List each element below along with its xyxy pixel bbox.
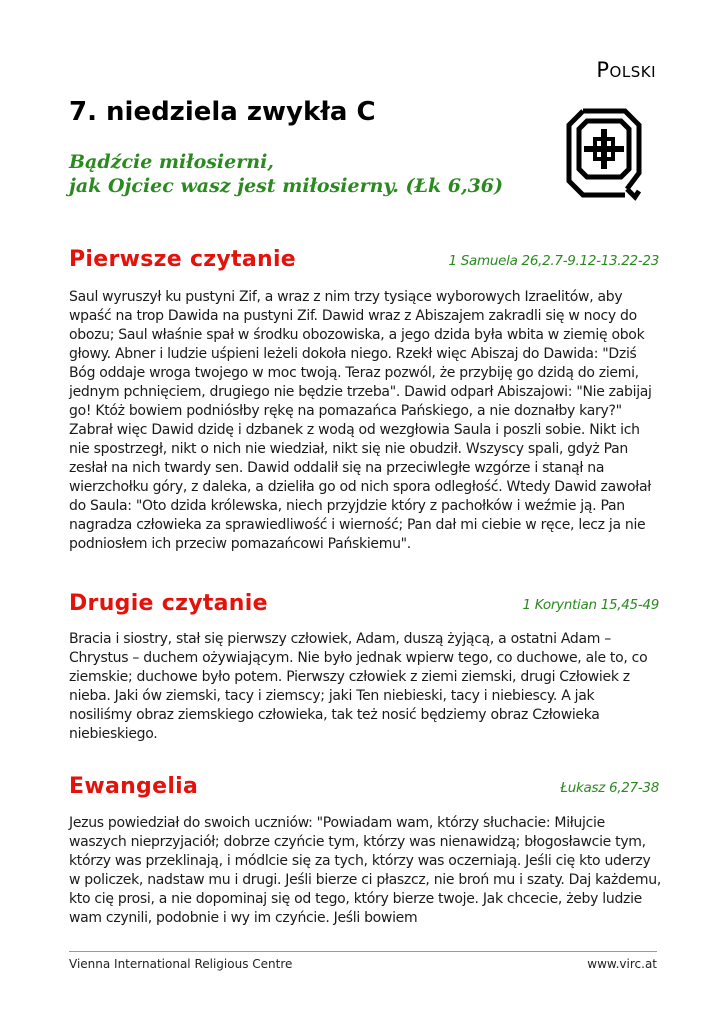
reading-2-header xyxy=(69,584,659,616)
page-title: 7. niedziela zwykła C xyxy=(69,97,376,127)
reading-1-header xyxy=(69,240,659,272)
reading-1-text: Saul wyruszył ku pustyni Zif, a wraz z nim trzy tysiące wyborowych Izraelitów, aby wpaść na trop Dawida na pustyni Zif. Dawid wraz z Abiszajem zakradli się w nocy do obozu; Saul właśnie spał w środku obozowiska, a jego dzida była wbita w ziemię obok głowy. Abner i ludzie uśpieni leżeli dokoła niego. Rzekł więc Abiszaj do Dawida: "Dziś Bóg oddaje wroga twojego w moc twoją. Teraz pozwól, że przybiję go dzidą do ziemi, jednym pchnięciem, drugiego nie będzie trzeba". Dawid odparł Abiszajowi: "Nie zabijaj go! Któż bowiem podniósłby rękę na pomazańca Pańskiego, a nie doznałby kary?" Zabrał więc Dawid dzidę i dzbanek z wodą od wezgłowia Saula i poszli sobie. Nikt ich nie spostrzegł, nikt o nich nie wiedział, nikt się nie obudził. Wszyscy spali, gdyż Pan zesłał na nich twardy sen. Dawid oddalił się na przeciwległe wzgórze i stanął na wierzchołku góry, z daleka, a dzieliła go od nich spora odległość. Wtedy Dawid zawołał do Saula: "Oto dzida królewska, niech przyjdzie który z pachołków i weźmie ją. Pan nagradza człowieka za sprawiedliwość i wierność; Pan dał mi ciebie w ręce, lecz ja nie podniosłem ich przeciw pomazańcowi Pańskiemu". xyxy=(69,289,652,552)
reading-2-reference: 1 Koryntian 15,45-49 xyxy=(522,597,659,613)
reading-1-title: Pierwsze czytanie xyxy=(69,247,297,272)
virc-cross-emblem-icon xyxy=(563,103,645,203)
gospel-title: Ewangelia xyxy=(69,774,199,799)
language-label: Polski xyxy=(596,58,656,82)
reading-2-title: Drugie czytanie xyxy=(69,591,268,616)
reading-1-reference: 1 Samuela 26,2.7-9.12-13.22-23 xyxy=(448,253,659,269)
gospel-text: Jezus powiedział do swoich uczniów: "Powiadam wam, którzy słuchacie: Miłujcie waszych nieprzyjaciół; dobrze czyńcie tym, którzy was nienawidzą; błogosławcie tym, którzy was przeklinają, i módlcie się za tych, którzy was oczerniają. Jeśli cię kto uderzy w policzek, nadstaw mu i drugi. Jeśli bierze ci płaszcz, nie broń mu i szaty. Daj każdemu, kto cię prosi, a nie dopominaj się od tego, który bierze twoje. Jak chcecie, żeby ludzie wam czynili, podobnie i wy im czyńcie. Jeśli bowiem xyxy=(69,815,661,926)
motto xyxy=(69,150,549,198)
motto-line-1: Bądźcie miłosierni, xyxy=(69,151,274,173)
reading-2-text: Bracia i siostry, stał się pierwszy człowiek, Adam, duszą żyjącą, a ostatni Adam – Chrystus – duchem ożywiającym. Nie było jednak wpierw tego, co duchowe, ale to, co ziemskie; duchowe było potem. Pierwszy człowiek z ziemi ziemski, drugi Człowiek z nieba. Jaki ów ziemski, tacy i ziemscy; jaki Ten niebieski, tacy i niebiescy. A jak nosiliśmy obraz ziemskiego człowieka, tak też nosić będziemy obraz Człowieka niebieskiego. xyxy=(69,631,648,742)
motto-line-2: jak Ojciec wasz jest miłosierny. (Łk 6,36) xyxy=(69,175,504,197)
footer-organization: Vienna International Religious Centre xyxy=(69,957,293,971)
gospel-reference: Łukasz 6,27-38 xyxy=(560,780,659,796)
footer-divider xyxy=(69,951,657,952)
footer-website-link[interactable]: www.virc.at xyxy=(587,957,657,971)
gospel-header xyxy=(69,767,659,799)
